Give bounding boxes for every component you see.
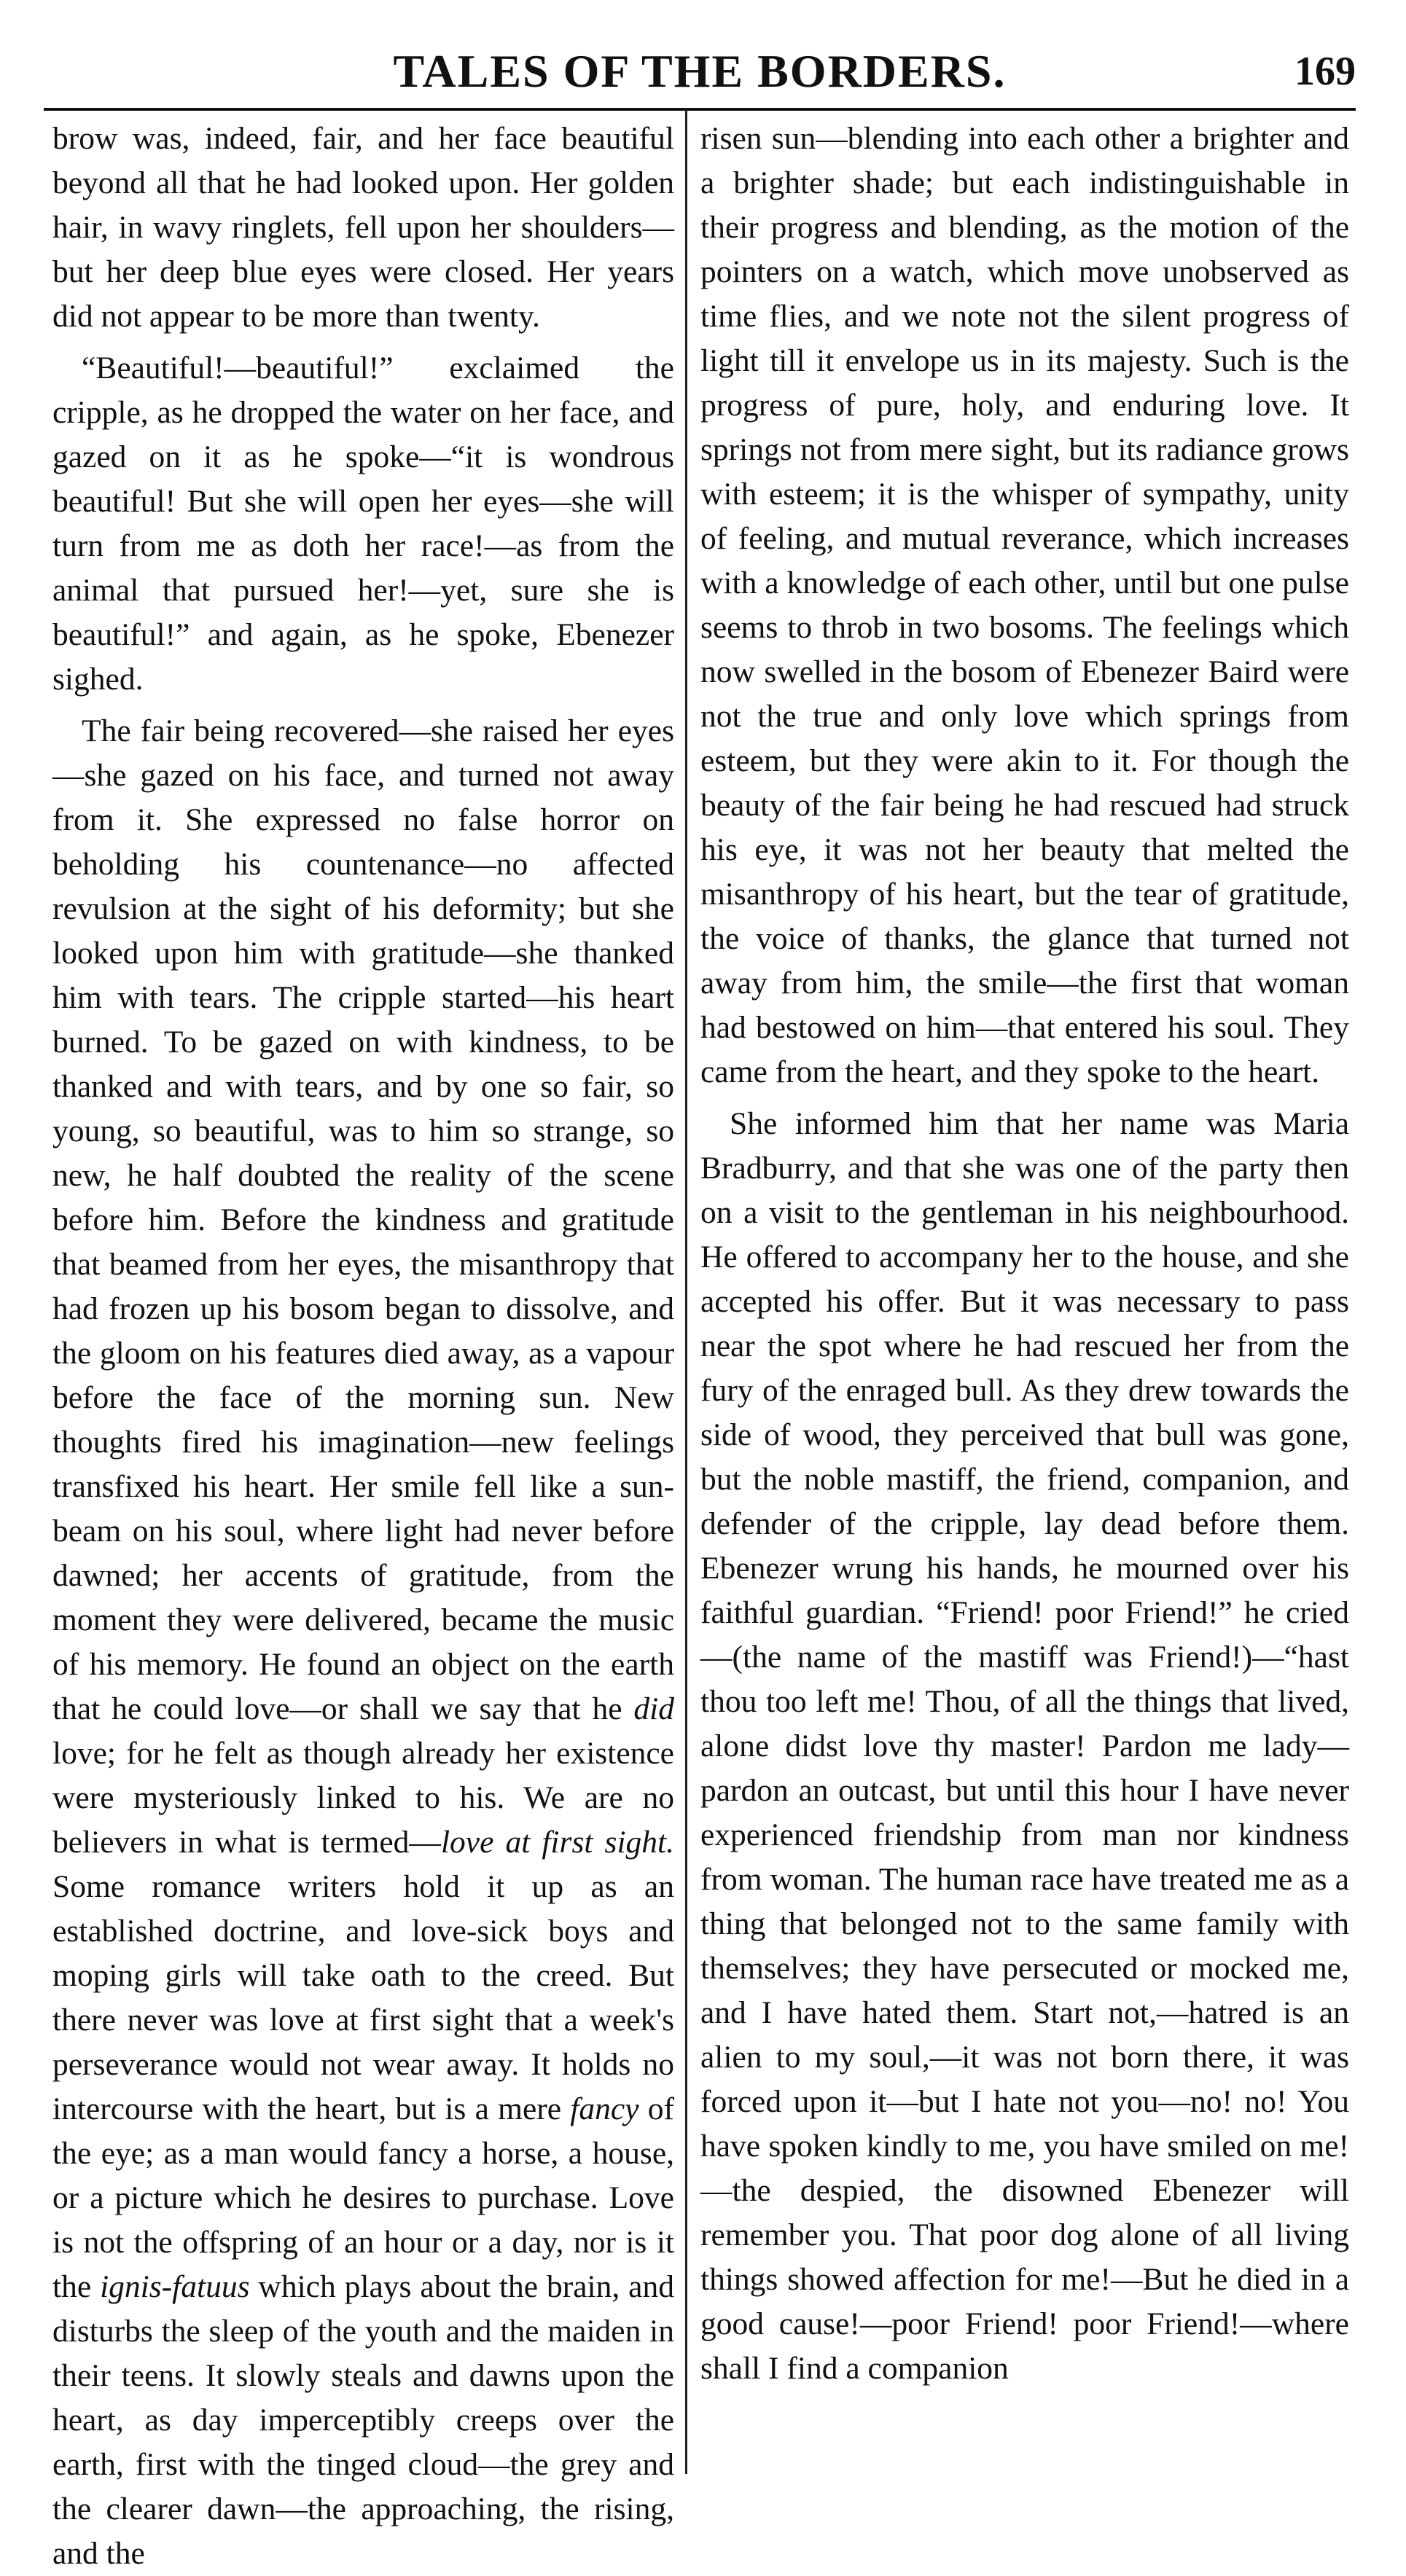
paragraph-3-text-3: Some romance writers hold it up as an established doctrine, and love-sick boys and moping girls will take oath to the creed. But there never was love at first sight that a week's perseverance would not wear away. It holds no intercourse with the heart, but is a mere (52, 1869, 674, 2126)
paragraph-3-text-5: which plays about the brain, and disturbs the sleep of the youth and the maiden in their teens. It slowly steals and dawns upon the heart, as day imperceptibly creeps over the earth, first with the tinged cloud—the grey and the clearer dawn—the approaching, the rising, and the (52, 2269, 674, 2571)
left-column (52, 117, 674, 2571)
running-title: TALES OF THE BORDERS. (393, 45, 1007, 97)
emphasis-love-at-first-sight: love at first sight. (440, 1825, 674, 1860)
paragraph-2: “Beautiful!—beautiful!” exclaimed the cripple, as he dropped the water on her face, and gazed on it as he spoke—“it is wondrous beautiful! But she will open her eyes—she will turn from me as doth her race!—as from the animal that pursued her!—yet, sure she is beautiful!” and again, as he spoke, Ebenezer sighed. (52, 351, 674, 697)
paragraph-3 (52, 709, 674, 2576)
emphasis-did: did (633, 1691, 674, 1726)
emphasis-ignis-fatuus: ignis-fatuus (100, 2269, 250, 2304)
header-rule (44, 108, 1356, 111)
paragraph-5: She informed him that her name was Maria Bradburry, and that she was one of the party then on a visit to the gentleman in his neighbourhood. He offered to accompany her to the house, and she accepted his offer. But it was necessary to pass near the spot where he had rescued her from the fury of the enraged bull. As they drew towards the side of wood, they perceived that bull was gone, but the noble mastiff, the friend, companion, and defender of the cripple, lay dead before them. Ebenezer wrung his hands, he mourned over his faithful guardian. “Friend! poor Friend!” he cried—(the name of the mastiff was Friend!)—“hast thou too left me! Thou, of all the things that lived, alone didst love thy master! Pardon me lady—pardon an outcast, but until this hour I have never experienced friendship from man nor kindness from woman. The human race have treated me as a thing that belonged not to the same family with themselves; they have persecuted or mocked me, and I have hated them. Start not,—hatred is an alien to my soul,—it was not born there, it was forced upon it—but I hate not you—no! no! You have spoken kindly to me, you have smiled on me!—the despied, the disowned Ebenezer will remember you. That poor dog alone of all living things showed affection for me!—But he died in a good cause!—poor Friend! poor Friend!—where shall I find a companion (700, 1106, 1349, 2386)
running-header (44, 38, 1356, 105)
page-number: 169 (1294, 49, 1356, 94)
paragraph-4: risen sun—blending into each other a brighter and a brighter shade; but each indistinguishable in their progress and blending, as the motion of the pointers on a watch, which move unobserved as time flies, and we note not the silent progress of light till it envelope us in its majesty. Such is the progress of pure, holy, and enduring love. It springs not from mere sight, but its radiance grows with esteem; it is the whisper of sympathy, unity of feeling, and mutual reverance, which increases with a knowledge of each other, until but one pulse seems to throb in two bosoms. The feelings which now swelled in the bosom of Ebenezer Baird were not the true and only love which springs from esteem, but they were akin to it. For though the beauty of the fair being he had rescued had struck his eye, it was not her beauty that melted the misanthropy of his heart, but the tear of gratitude, the voice of thanks, the glance that turned not away from him, the smile—the first that woman had bestowed on him—that entered his soul. They came from the heart, and they spoke to the heart. (700, 121, 1349, 1089)
paragraph-3-text-4: of the eye; as a man would fancy a horse, a house, or a picture which he desires to purchase. Love is not the offspring of an hour or a day, nor is it the (52, 2091, 674, 2304)
column-divider (685, 109, 687, 2474)
right-column (700, 117, 1349, 2470)
paragraph-3-text: The fair being recovered—she raised her eyes—she gazed on his face, and turned not away from it. She expressed no false horror on beholding his countenance—no affected revulsion at the sight of his deformity; but she looked upon him with gratitude—she thanked him with tears. The cripple started—his heart burned. To be gazed on with kindness, to be thanked and with tears, and by one so fair, so young, so beautiful, was to him so strange, so new, he half doubted the reality of the scene before him. Before the kindness and gratitude that beamed from her eyes, the misanthropy that had frozen up his bosom began to dissolve, and the gloom on his features died away, as a vapour before the face of the morning sun. New thoughts fired his imagination—new feelings transfixed his heart. Her smile fell like a sun-beam on his soul, where light had never before dawned; her accents of gratitude, from the moment they were delivered, became the music of his memory. He found an object on the earth that he could love—or shall we say that he (52, 713, 674, 1726)
paragraph-3-text-2: love; for he felt as though already her existence were mysteriously linked to his. We are no believers in what is termed— (52, 1736, 674, 1860)
emphasis-fancy: fancy (570, 2091, 639, 2126)
paragraph-1: brow was, indeed, fair, and her face beautiful beyond all that he had looked upon. Her golden hair, in wavy ringlets, fell upon her shoulders—but her deep blue eyes were closed. Her years did not appear to be more than twenty. (52, 121, 674, 334)
